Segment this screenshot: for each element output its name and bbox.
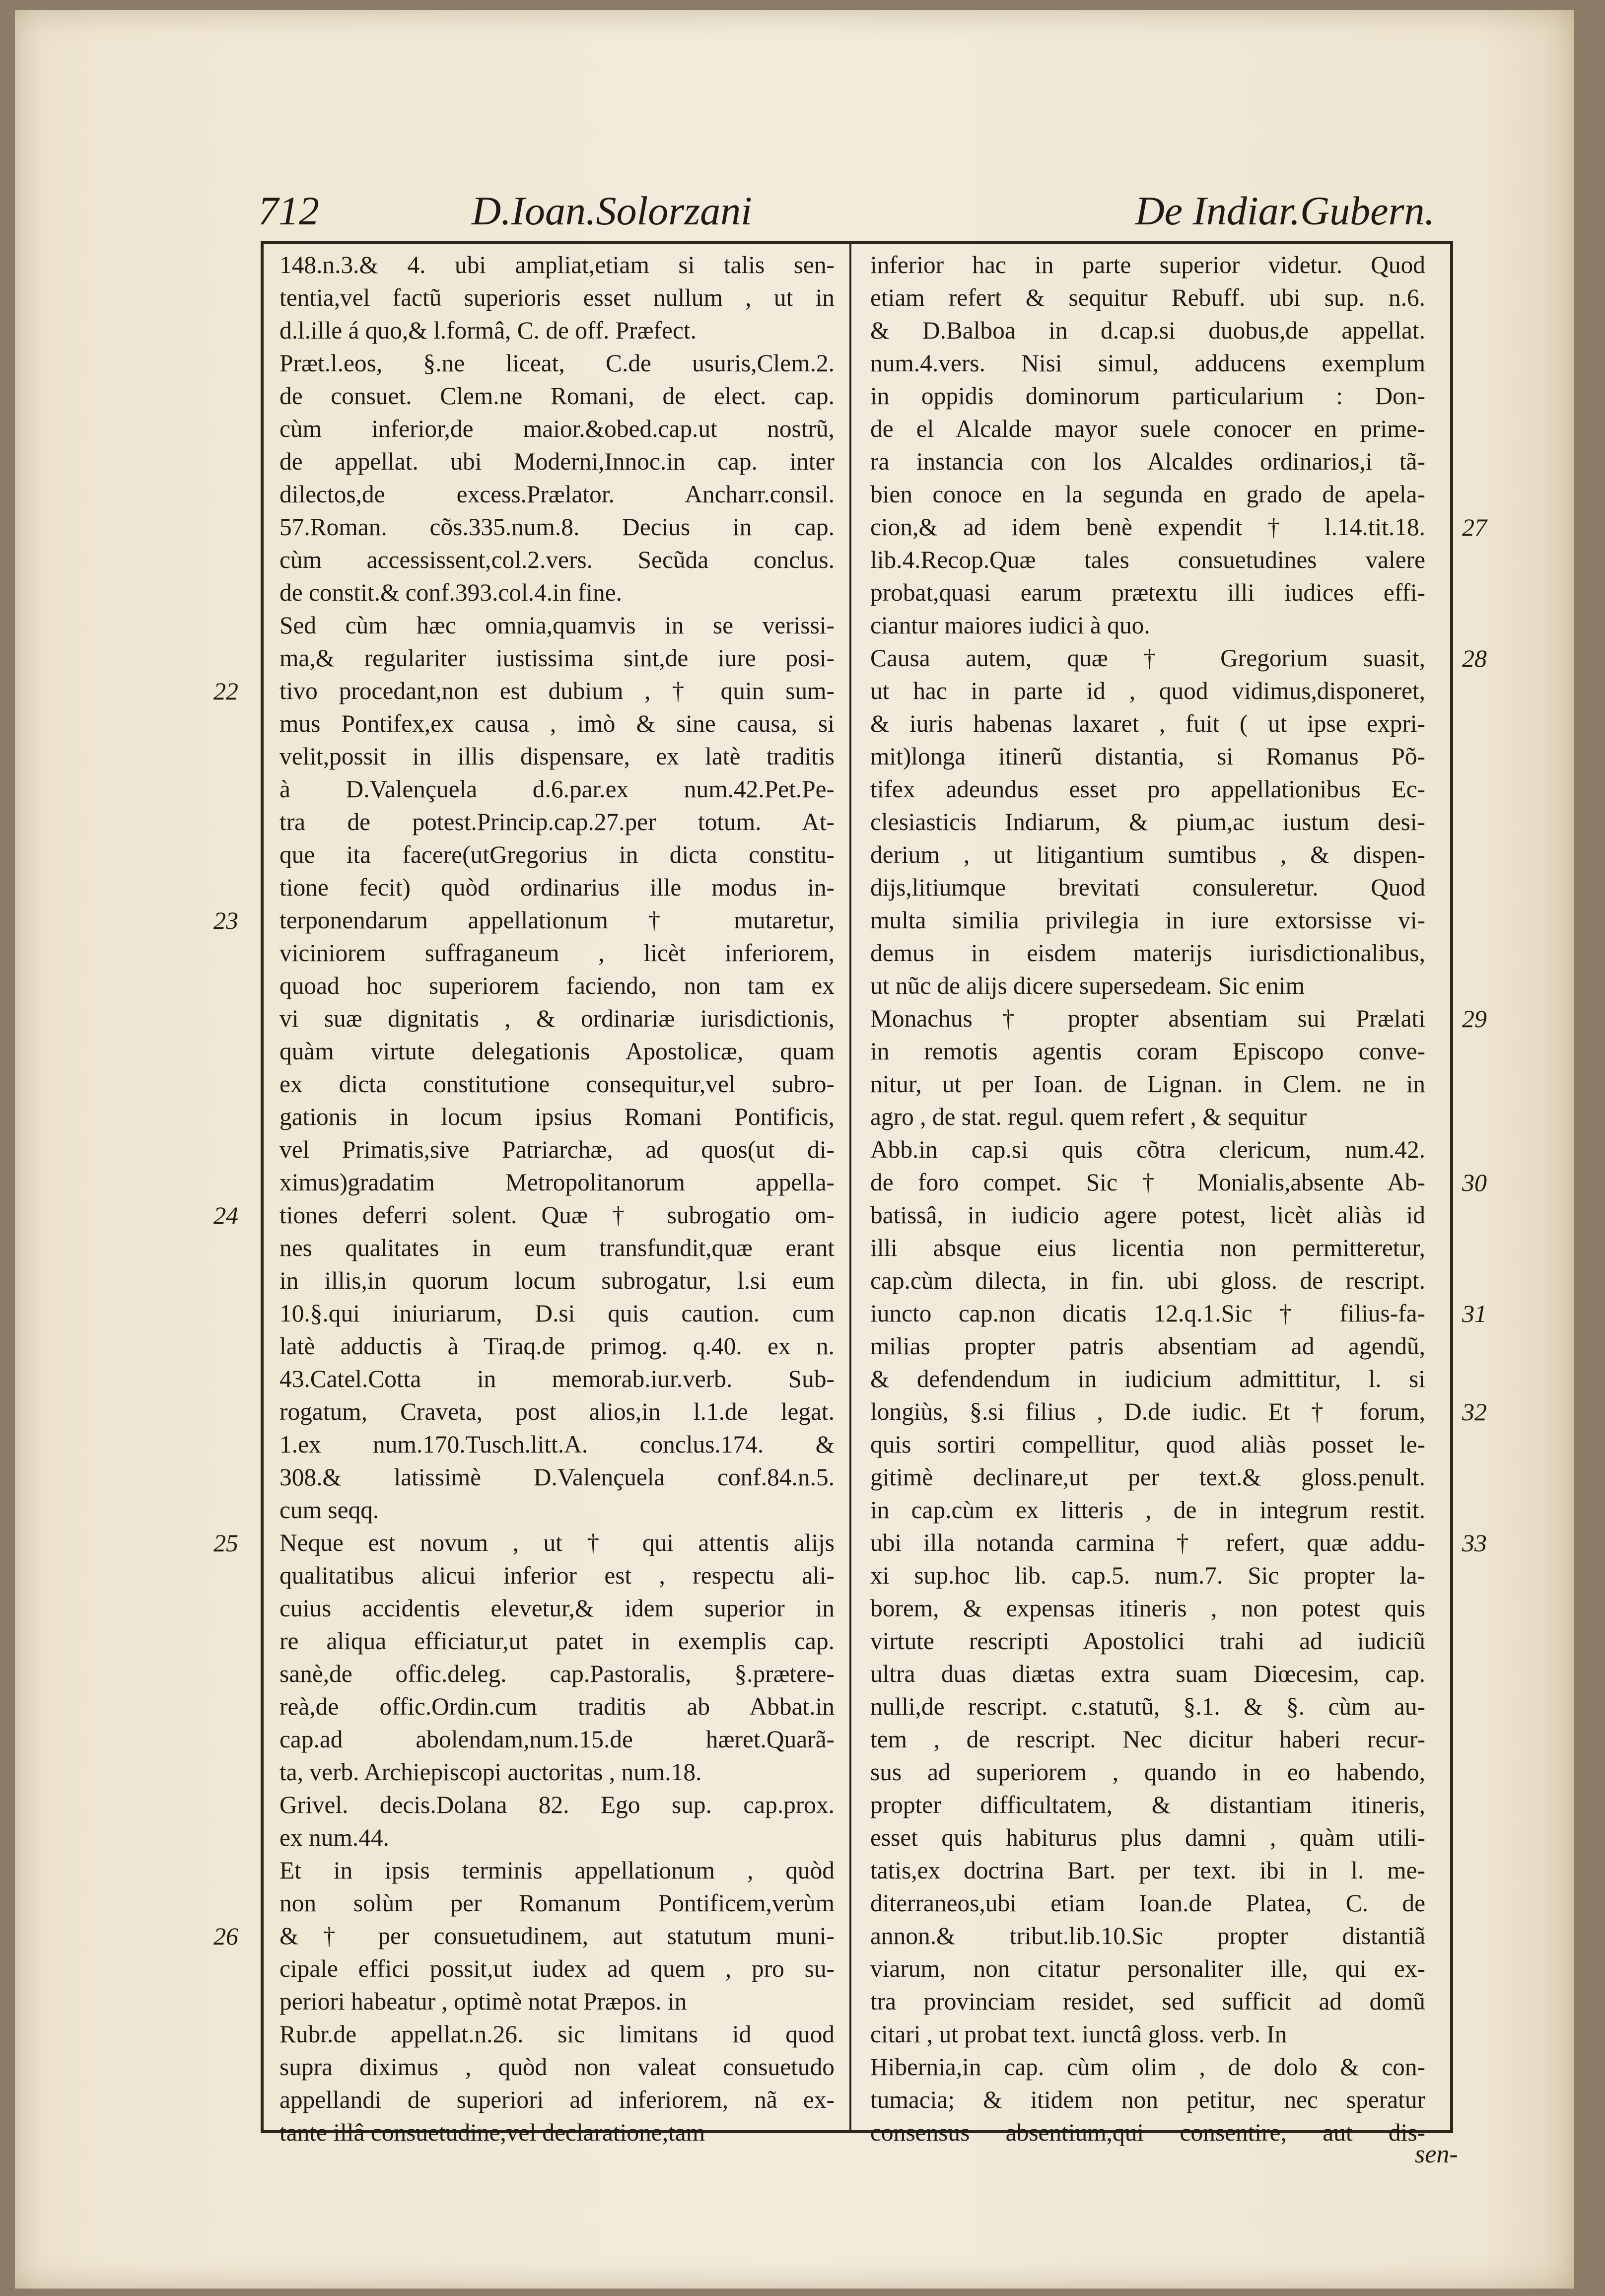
text-line: 1.ex num.170.Tusch.litt.A. conclus.174. & xyxy=(279,1431,835,1458)
text-line: tra de potest.Princip.cap.27.per totum. At- xyxy=(279,808,835,835)
margin-number-right: 30 xyxy=(1462,1169,1487,1196)
text-line: Rubr.de appellat.n.26. sic limitans id quod xyxy=(279,2020,835,2048)
text-line: viarum, non citatur personaliter ille, qui ex- xyxy=(870,1955,1425,1982)
text-line: inferior hac in parte superior videtur. Quod xyxy=(870,251,1425,278)
text-line: probat,quasi earum prætextu illi iudices effi- xyxy=(870,579,1425,606)
text-line: cùm inferior,de maior.&obed.cap.ut nostrũ, xyxy=(279,415,835,442)
text-line: periori habeatur , optimè notat Præpos. in xyxy=(279,1988,687,2015)
text-line: dijs,litiumque brevitati consuleretur. Quod xyxy=(870,874,1425,901)
text-line: d.l.ille á quo,& l.formâ, C. de off. Præfect. xyxy=(279,317,697,344)
text-line: appellandi de superiori ad inferiorem, nã ex- xyxy=(279,2086,835,2113)
text-line: ut nũc de alijs dicere supersedeam. Sic enim xyxy=(870,972,1305,999)
text-line: tante illâ consuetudine,vel declaratione,tam xyxy=(279,2119,705,2146)
margin-number-right: 31 xyxy=(1462,1300,1487,1327)
text-line: num.4.vers. Nisi simul, adducens exemplum xyxy=(870,349,1425,377)
text-line: & † per consuetudinem, aut statutum muni- xyxy=(279,1922,835,1949)
text-line: de constit.& conf.393.col.4.in fine. xyxy=(279,579,622,606)
text-line: vel Primatis,sive Patriarchæ, ad quos(ut di- xyxy=(279,1136,835,1163)
text-line: cap.ad abolendam,num.15.de hæret.Quarã- xyxy=(279,1726,835,1753)
text-line: tra provinciam residet, sed sufficit ad domũ xyxy=(870,1988,1425,2015)
text-line: in illis,in quorum locum subrogatur, l.si eum xyxy=(279,1267,835,1294)
text-line: 57.Roman. cõs.335.num.8. Decius in cap. xyxy=(279,513,835,541)
text-line: non solùm per Romanum Pontificem,verùm xyxy=(279,1889,835,1917)
text-line: longiùs, §.si filius , D.de iudic. Et † forum, xyxy=(870,1398,1425,1425)
text-line: borem, & expensas itineris , non potest quis xyxy=(870,1595,1425,1622)
text-line: tifex adeundus esset pro appellationibus Ec- xyxy=(870,775,1425,803)
text-line: Causa autem, quæ † Gregorium suasit, xyxy=(870,644,1425,672)
text-line: Et in ipsis terminis appellationum , quòd xyxy=(279,1857,835,1884)
text-line: ut hac in parte id , quod vidimus,disponeret, xyxy=(870,677,1425,704)
margin-number-left: 26 xyxy=(213,1922,238,1950)
running-title: De Indiar.Gubern. xyxy=(1135,188,1435,233)
margin-number-right: 32 xyxy=(1462,1398,1487,1426)
text-line: quis sortiri compellitur, quod aliàs posset le- xyxy=(870,1431,1425,1458)
text-line: de consuet. Clem.ne Romani, de elect. cap. xyxy=(279,382,835,410)
text-line: velit,possit in illis dispensare, ex latè traditis xyxy=(279,743,835,770)
text-line: de el Alcalde mayor suele conocer en prime- xyxy=(870,415,1425,442)
text-line: Grivel. decis.Dolana 82. Ego sup. cap.prox. xyxy=(279,1791,835,1818)
text-line: gitimè declinare,ut per text.& gloss.penult. xyxy=(870,1463,1425,1491)
text-line: sanè,de offic.deleg. cap.Pastoralis, §.prætere- xyxy=(279,1660,835,1687)
text-line: in cap.cùm ex litteris , de in integrum restit. xyxy=(870,1496,1425,1524)
text-line: gationis in locum ipsius Romani Pontificis, xyxy=(279,1103,835,1130)
text-line: lib.4.Recop.Quæ tales consuetudines valere xyxy=(870,546,1425,573)
text-line: nitur, ut per Ioan. de Lignan. in Clem. ne in xyxy=(870,1070,1425,1098)
margin-number-left: 22 xyxy=(213,677,238,705)
text-line: cap.cùm dilecta, in fin. ubi gloss. de rescript. xyxy=(870,1267,1425,1294)
text-line: tivo procedant,non est dubium , † quin sum- xyxy=(279,677,835,704)
text-line: nulli,de rescript. c.statutũ, §.1. & §. cùm au- xyxy=(870,1693,1425,1720)
text-line: que ita facere(utGregorius in dicta constitu- xyxy=(279,841,835,868)
text-line: derium , ut litigantium sumtibus , & dispen- xyxy=(870,841,1425,868)
text-line: tumacia; & itidem non petitur, nec speratur xyxy=(870,2086,1425,2113)
text-line: milias propter patris absentiam ad agendũ, xyxy=(870,1332,1425,1360)
text-line: 308.& latissimè D.Valençuela conf.84.n.5. xyxy=(279,1463,835,1491)
text-line: diterraneos,ubi etiam Ioan.de Platea, C. de xyxy=(870,1889,1425,1917)
text-line: tatis,ex doctrina Bart. per text. ibi in l. me- xyxy=(870,1857,1425,1884)
text-line: citari , ut probat text. iunctâ gloss. verb. In xyxy=(870,2020,1287,2048)
text-line: ultra duas diætas extra suam Diœcesim, cap. xyxy=(870,1660,1425,1687)
text-line: esset quis habiturus plus damni , quàm utili- xyxy=(870,1824,1425,1851)
text-line: tentia,vel factũ superioris esset nullum , ut in xyxy=(279,284,835,311)
text-frame xyxy=(261,241,1453,2146)
text-line: cion,& ad idem benè expendit † l.14.tit.18. xyxy=(870,513,1425,541)
page-number: 712 xyxy=(258,188,319,233)
text-line: Monachus † propter absentiam sui Prælati xyxy=(870,1005,1425,1032)
text-line: & D.Balboa in d.cap.si duobus,de appellat. xyxy=(870,317,1425,344)
text-line: 10.§.qui iniuriarum, D.si quis caution. cum xyxy=(279,1300,835,1327)
text-line: latè adductis à Tiraq.de primog. q.40. ex n. xyxy=(279,1332,835,1360)
text-line: cum seqq. xyxy=(279,1496,379,1524)
text-line: etiam refert & sequitur Rebuff. ubi sup. n.6. xyxy=(870,284,1425,311)
margin-number-right: 33 xyxy=(1462,1529,1487,1557)
catchword: sen- xyxy=(1415,2140,1458,2168)
text-line: quàm virtute delegationis Apostolicæ, quam xyxy=(279,1038,835,1065)
text-line: ex num.44. xyxy=(279,1824,389,1851)
left-column xyxy=(279,249,835,2146)
text-line: ex dicta constitutione consequitur,vel subro- xyxy=(279,1070,835,1098)
text-line: cipale effici possit,ut iudex ad quem , pro su- xyxy=(279,1955,835,1982)
text-line: illi absque eius licentia non permitteretur, xyxy=(870,1234,1425,1261)
text-line: xi sup.hoc lib. cap.5. num.7. Sic propter la- xyxy=(870,1562,1425,1589)
text-line: in remotis agentis coram Episcopo conve- xyxy=(870,1038,1425,1065)
text-line: ta, verb. Archiepiscopi auctoritas , num.18. xyxy=(279,1758,702,1786)
text-line: 43.Catel.Cotta in memorab.iur.verb. Sub- xyxy=(279,1365,835,1392)
margin-number-left: 25 xyxy=(213,1529,238,1557)
text-line: & defendendum in iudicium admittitur, l. si xyxy=(870,1365,1425,1392)
text-line: nes qualitates in eum transfundit,quæ erant xyxy=(279,1234,835,1261)
text-line: ma,& regulariter iustissima sint,de iure posi- xyxy=(279,644,835,672)
text-line: ximus)gradatim Metropolitanorum appella- xyxy=(279,1169,835,1196)
text-line: 148.n.3.& 4. ubi ampliat,etiam si talis sen- xyxy=(279,251,835,278)
text-line: tiones deferri solent. Quæ † subrogatio om- xyxy=(279,1201,835,1229)
margin-number-right: 29 xyxy=(1462,1005,1487,1033)
text-line: ra instancia con los Alcaldes ordinarios,i tã- xyxy=(870,448,1425,475)
text-line: vi suæ dignitatis , & ordinariæ iurisdictionis, xyxy=(279,1005,835,1032)
column-divider xyxy=(849,244,851,2130)
text-line: de appellat. ubi Moderni,Innoc.in cap. inter xyxy=(279,448,835,475)
text-line: in oppidis dominorum particularium : Don- xyxy=(870,382,1425,410)
text-line: & iuris habenas laxaret , fuit ( ut ipse expri- xyxy=(870,710,1425,737)
text-line: mus Pontifex,ex causa , imò & sine causa, si xyxy=(279,710,835,737)
text-line: terponendarum appellationum † mutaretur, xyxy=(279,906,835,934)
text-line: qualitatibus alicui inferior est , respectu ali- xyxy=(279,1562,835,1589)
margin-number-left: 24 xyxy=(213,1201,238,1229)
text-line: ciantur maiores iudici à quo. xyxy=(870,612,1150,639)
text-line: ubi illa notanda carmina † refert, quæ addu- xyxy=(870,1529,1425,1556)
text-line: rogatum, Craveta, post alios,in l.1.de legat. xyxy=(279,1398,835,1425)
right-column xyxy=(870,249,1425,2146)
text-line: consensus absentium,qui consentire, aut dis- xyxy=(870,2119,1425,2146)
text-line: Hibernia,in cap. cùm olim , de dolo & con- xyxy=(870,2053,1425,2081)
text-line: sus ad superiorem , quando in eo habendo, xyxy=(870,1758,1425,1786)
text-line: clesiasticis Indiarum, & pium,ac iustum desi- xyxy=(870,808,1425,835)
text-line: cuius accidentis elevetur,& idem superior in xyxy=(279,1595,835,1622)
text-line: iuncto cap.non dicatis 12.q.1.Sic † filius-fa- xyxy=(870,1300,1425,1327)
text-line: cùm accessissent,col.2.vers. Secũda conclus. xyxy=(279,546,835,573)
text-line: re aliqua efficiatur,ut patet in exemplis cap. xyxy=(279,1627,835,1655)
text-line: à D.Valençuela d.6.par.ex num.42.Pet.Pe- xyxy=(279,775,835,803)
margin-number-right: 28 xyxy=(1462,644,1487,672)
text-line: demus in eisdem materijs iurisdictionalibus, xyxy=(870,939,1425,967)
text-line: bien conoce en la segunda en grado de apela- xyxy=(870,481,1425,508)
text-line: de foro compet. Sic † Monialis,absente Ab- xyxy=(870,1169,1425,1196)
text-line: multa similia privilegia in iure extorsisse vi- xyxy=(870,906,1425,934)
running-author: D.Ioan.Solorzani xyxy=(472,188,752,233)
text-line: annon.& tribut.lib.10.Sic propter distantiã xyxy=(870,1922,1425,1949)
text-line: Præt.l.eos, §.ne liceat, C.de usuris,Clem.2. xyxy=(279,349,835,377)
text-line: dilectos,de excess.Prælator. Ancharr.consil. xyxy=(279,481,835,508)
margin-number-right: 27 xyxy=(1462,513,1487,541)
text-line: propter difficultatem, & distantiam itineris, xyxy=(870,1791,1425,1818)
running-header xyxy=(258,184,1435,238)
text-line: Abb.in cap.si quis cõtra clericum, num.42. xyxy=(870,1136,1425,1163)
text-line: tem , de rescript. Nec dicitur haberi recur- xyxy=(870,1726,1425,1753)
text-line: agro , de stat. regul. quem refert , & sequitur xyxy=(870,1103,1307,1130)
text-line: mit)longa itinerũ distantia, si Romanus Põ- xyxy=(870,743,1425,770)
margin-number-left: 23 xyxy=(213,906,238,934)
text-line: supra diximus , quòd non valeat consuetudo xyxy=(279,2053,835,2081)
text-line: viciniorem suffraganeum , licèt inferiorem, xyxy=(279,939,835,967)
text-line: Neque est novum , ut † qui attentis alijs xyxy=(279,1529,835,1556)
text-line: batissâ, in iudicio agere potest, licèt aliàs id xyxy=(870,1201,1425,1229)
text-line: Sed cùm hæc omnia,quamvis in se verissi- xyxy=(279,612,835,639)
text-line: virtute rescripti Apostolici trahi ad iudiciũ xyxy=(870,1627,1425,1655)
text-line: quoad hoc superiorem faciendo, non tam ex xyxy=(279,972,835,999)
book-page xyxy=(15,10,1574,2289)
text-line: reà,de offic.Ordin.cum traditis ab Abbat.in xyxy=(279,1693,835,1720)
text-line: tione fecit) quòd ordinarius ille modus in- xyxy=(279,874,835,901)
